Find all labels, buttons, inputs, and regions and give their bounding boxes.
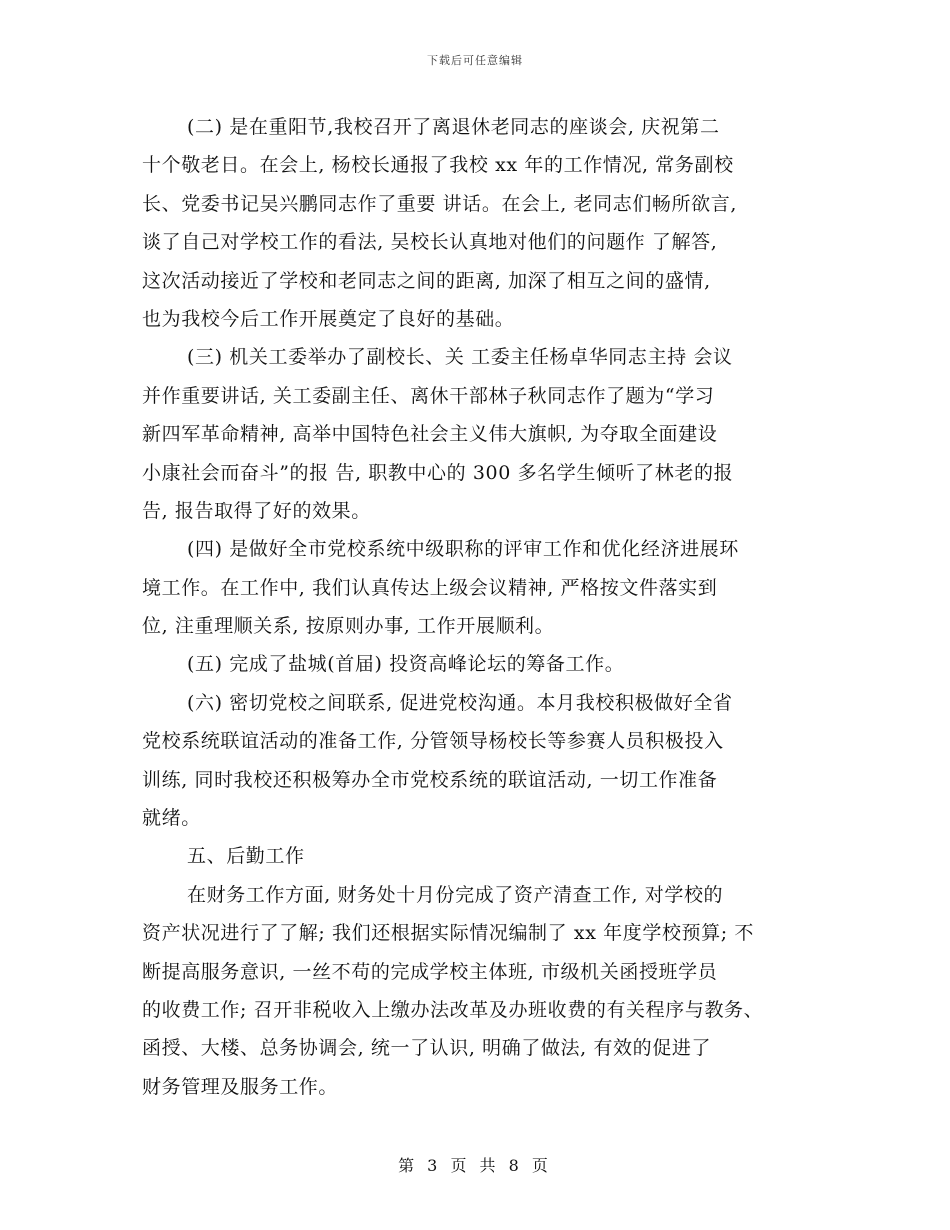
text-line: 就绪。 xyxy=(142,807,201,830)
text-line: (五) 完成了盐城(首届) 投资高峰论坛的筹备工作。 xyxy=(187,653,625,676)
text-line: (六) 密切党校之间联系, 促进党校沟通。本月我校积极做好全省 xyxy=(187,691,733,714)
text-line: 位, 注重理顺关系, 按原则办事, 工作开展顺利。 xyxy=(142,615,555,638)
text-line: 境工作。在工作中, 我们认真传达上级会议精神, 严格按文件落实到 xyxy=(142,576,718,599)
section-heading: 五、后勤工作 xyxy=(187,845,305,868)
text-line: 十个敬老日。在会上, 杨校长通报了我校 xx 年的工作情况, 常务副校 xyxy=(142,154,734,177)
text-line: (三) 机关工委举办了副校长、关 工委主任杨卓华同志主持 会议 xyxy=(187,346,733,369)
text-line: 告, 报告取得了好的效果。 xyxy=(142,499,371,522)
text-line: 也为我校今后工作开展奠定了良好的基础。 xyxy=(142,307,515,330)
text-line: 这次活动接近了学校和老同志之间的距离, 加深了相互之间的盛情, xyxy=(142,269,711,292)
text-line: (四) 是做好全市党校系统中级职称的评审工作和优化经济进展环 xyxy=(187,538,739,561)
text-line: (二) 是在重阳节,我校召开了离退休老同志的座谈会, 庆祝第二 xyxy=(187,116,720,138)
text-line: 的收费工作; 召开非税收入上缴办法改革及办班收费的有关程序与教务、 xyxy=(142,998,764,1021)
text-line: 长、党委书记吴兴鹏同志作了重要 讲话。在会上, 老同志们畅所欲言, xyxy=(142,192,737,215)
text-line: 财务管理及服务工作。 xyxy=(142,1075,339,1098)
text-line: 小康社会而奋斗”的报 告, 职教中心的 300 多名学生倾听了林老的报 xyxy=(142,461,734,484)
text-line: 并作重要讲话, 关工委副主任、离休干部林子秋同志作了题为“学习 xyxy=(142,384,715,407)
text-line: 资产状况进行了了解; 我们还根据实际情况编制了 xx 年度学校预算; 不 xyxy=(142,922,754,945)
text-line: 在财务工作方面, 财务处十月份完成了资产清查工作, 对学校的 xyxy=(187,883,724,906)
text-line: 党校系统联谊活动的准备工作, 分管领导杨校长等参赛人员积极投入 xyxy=(142,730,724,753)
document-body xyxy=(142,108,822,1106)
text-line: 训练, 同时我校还积极筹办全市党校系统的联谊活动, 一切工作准备 xyxy=(142,768,718,791)
page-footer: 第 3 页 共 8 页 xyxy=(398,1156,552,1175)
text-line: 谈了自己对学校工作的看法, 吴校长认真地对他们的问题作 了解答, xyxy=(142,231,718,254)
text-line: 断提高服务意识, 一丝不苟的完成学校主体班, 市级机关函授班学员 xyxy=(142,960,718,983)
text-line: 函授、大楼、总务协调会, 统一了认识, 明确了做法, 有效的促进了 xyxy=(142,1037,712,1060)
page-header: 下载后可任意编辑 xyxy=(427,54,523,67)
text-line: 新四军革命精神, 高举中国特色社会主义伟大旗帜, 为夺取全面建设 xyxy=(142,423,718,446)
